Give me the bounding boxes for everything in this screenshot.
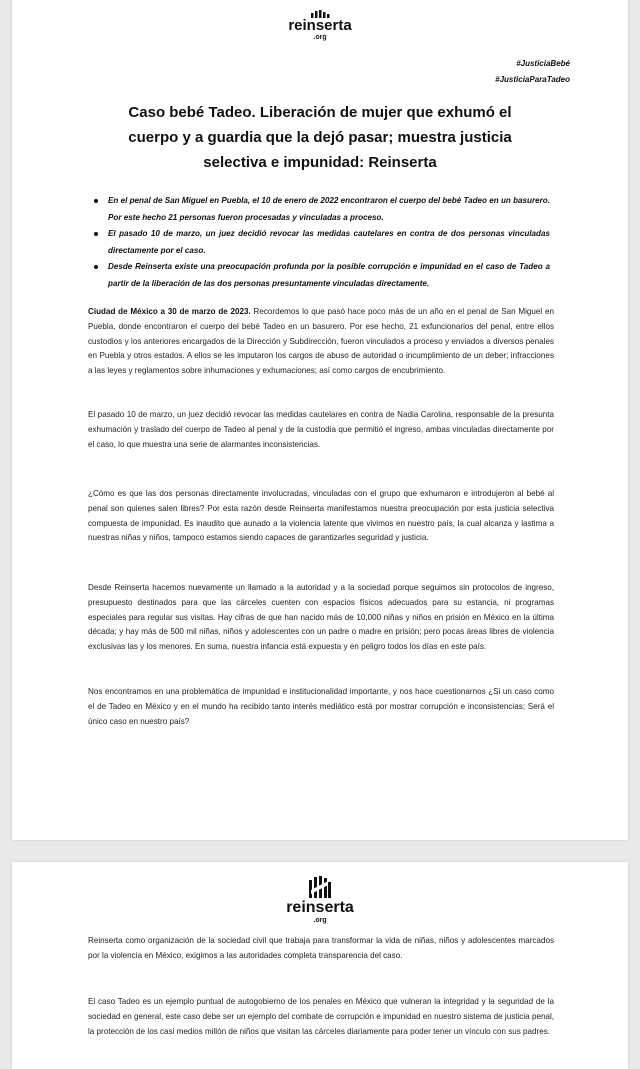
hashtag-justicia-bebe: #JusticiaBebé [516, 59, 570, 68]
summary-bullets [92, 193, 550, 293]
bullet-item [92, 226, 550, 259]
logo-domain: .org [313, 917, 327, 924]
bars-logo-icon [308, 876, 332, 898]
document-page-1 [12, 0, 628, 840]
paragraph-2: El pasado 10 de marzo, un juez decidió revocar las medidas cautelares en contra de Nadia Carolina, responsable de la presunta exhumación y traslado del cuerpo de Tadeo al penal y de la custodia que permitió el ingreso, ambas vinculadas directamente por el caso, lo que muestra una serie de alarmantes inconsistencias. [88, 410, 554, 449]
bullet-dot-icon [94, 199, 98, 203]
bullet-dot-icon [94, 265, 98, 269]
paragraph-text: Recordemos lo que pasó hace poco más de un año en el penal de San Miguel en Puebla, donde encontraron el cuerpo del bebé Tadeo en un basurero. Por ese hecho, 21 exfuncionarios del penal, entre ellos custodios y los anteriores encargados de la Dirección y Subdirección, fueron vinculados a proceso y enviados a diversos penales en Puebla y otros estados. A ellos se les imputaron los cargos de abuso de autoridad o incumplimiento de un deber; infracciones a las leyes y reglamentos sobre inhumaciones y exhumaciones; así como cargos de encubrimiento. [88, 307, 554, 376]
paragraph-6: Reinserta como organización de la sociedad civil que trabaja para transformar la vida de niñas, niños y adolescentes marcados por la violencia en México, exigimos a las autoridades completa transparencia del caso. [88, 936, 554, 960]
bullet-dot-icon [94, 232, 98, 236]
paragraph-4: Desde Reinserta hacemos nuevamente un llamado a la autoridad y a la sociedad porque seguimos sin protocolos de ingreso, presupuesto destinados para que las cárceles cuenten con espacios físicos adecuados para su estancia, ni programas especiales para regular sus visitas. Hay cifras de que han nacido más de 10,000 niñas y niños en prisión en México en la última década; y hay más de 500 mil niñas, niños y adolescentes con un padre o madre en prisión; pero pocas áreas libres de violencia exclusivas las y los menores. En suma, nuestra infancia está expuesta y en peligro todos los días en este país. [88, 583, 554, 652]
bullet-text: Desde Reinserta existe una preocupación profunda por la posible corrupción e impunidad en el caso de Tadeo a partir de la liberación de las dos personas presuntamente vinculadas directamente. [108, 262, 550, 288]
hashtags [495, 56, 570, 88]
press-release-title: Caso bebé Tadeo. Liberación de mujer que exhumó el cuerpo y a guardia que la dejó pasar; muestra justicia selectiva e impunidad: Reinserta [128, 104, 512, 171]
document-page-2 [12, 862, 628, 1069]
logo-wordmark: reinserta [288, 17, 352, 34]
paragraph-5: Nos encontramos en una problemática de impunidad e institucionalidad importante, y nos hace cuestionarnos ¿Si un caso como el de Tadeo en México y en el mundo ha recibido tanto interés mediático está por mostrar corrupción e inconsistencias; Será el único caso en nuestro país? [88, 687, 554, 726]
bullet-item [92, 259, 550, 292]
logo-domain: .org [313, 34, 327, 41]
logo-wordmark: reinserta [286, 899, 354, 916]
bullet-item [92, 193, 550, 226]
hashtag-justicia-para-tadeo: #JusticiaParaTadeo [495, 75, 570, 84]
dateline: Ciudad de México a 30 de marzo de 2023. [88, 307, 251, 316]
paragraph-7: El caso Tadeo es un ejemplo puntual de autogobierno de los penales en México que vulneran la integridad y la seguridad de la sociedad en general, este caso debe ser un ejemplo del combate de corrupción e impunidad en nuestro sistema de justicia penal, la protección de los casi medios millón de niños que visitan las cárceles diariamente para poder tener un vínculo con sus padres. [88, 997, 554, 1036]
paragraph-3: ¿Cómo es que las dos personas directamente involucradas, vinculadas con el grupo que exhumaron e introdujeron al bebé al penal son quienes salen libres? Por esta razón desde Reinserta manifestamos nuestra preocupación por esta justicia selectiva compuesta de impunidad. Es inaudito que aunado a la violencia latente que vivimos en nuestro país, la cual alcanza y lastima a nuestras niñas y niños, tampoco estamos siendo capaces de garantizarles seguridad y justicia. [88, 489, 554, 543]
reinserta-logo [12, 10, 628, 41]
paragraph-1 [88, 305, 554, 379]
reinserta-logo [12, 876, 628, 924]
bullet-text: En el penal de San Miguel en Puebla, el 10 de enero de 2022 encontraron el cuerpo del bebé Tadeo en un basurero. Por este hecho 21 personas fueron procesadas y vinculadas a proceso. [108, 196, 550, 222]
bullet-text: El pasado 10 de marzo, un juez decidió revocar las medidas cautelares en contra de dos personas vinculadas directamente por el caso. [108, 229, 550, 255]
